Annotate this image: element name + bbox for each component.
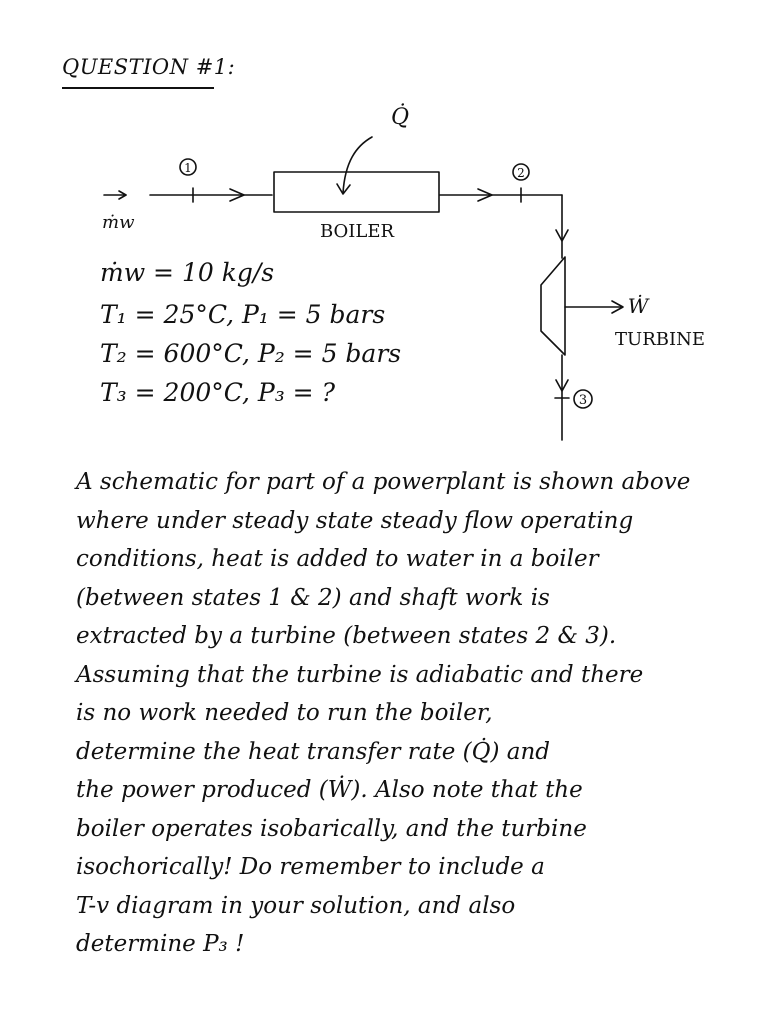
heat-rate-label: Q̇ [390,105,410,130]
state3-label: 3 [578,393,588,408]
problem-line: conditions, heat is added to water in a boiler [76,546,599,572]
turbine-shape [541,257,565,355]
state1-label: 1 [184,161,192,175]
boiler-box [274,172,439,212]
work-rate-label: Ẇ [627,294,649,318]
heat-arrow-line [343,137,372,193]
problem-line: A schematic for part of a powerplant is shown above [76,469,691,495]
problem-line: the power produced (Ẇ). Also note that the [76,777,583,803]
turbine-label: TURBINE [615,329,705,350]
problem-line: boiler operates isobarically, and the turbine [76,815,587,842]
problem-line: (between states 1 & 2) and shaft work is [76,584,550,611]
problem-line: is no work needed to run the boiler, [76,700,493,726]
problem-line: where under steady state steady flow operating [76,507,634,534]
question-title: QUESTION #1: [62,55,236,79]
problem-line: determine P₃ ! [76,931,245,957]
given-state1: T₁ = 25°C, P₁ = 5 bars [100,300,386,329]
problem-statement [76,463,736,964]
boiler-label: BOILER [319,221,395,242]
problem-line: isochorically! Do remember to include a [76,854,545,880]
given-mass-flow: ṁw = 10 kg/s [100,258,275,287]
problem-line: Assuming that the turbine is adiabatic and there [76,661,644,688]
problem-line: determine the heat transfer rate (Q̇) and [76,738,550,765]
given-state2: T₂ = 600°C, P₂ = 5 bars [100,339,402,368]
mass-flow-label: ṁw [102,212,135,233]
problem-line: T-v diagram in your solution, and also [76,892,516,919]
problem-line: extracted by a turbine (between states 2 & 3). [76,623,617,649]
given-state3: T₃ = 200°C, P₃ = ? [100,378,335,407]
state2-label: 2 [517,166,525,180]
